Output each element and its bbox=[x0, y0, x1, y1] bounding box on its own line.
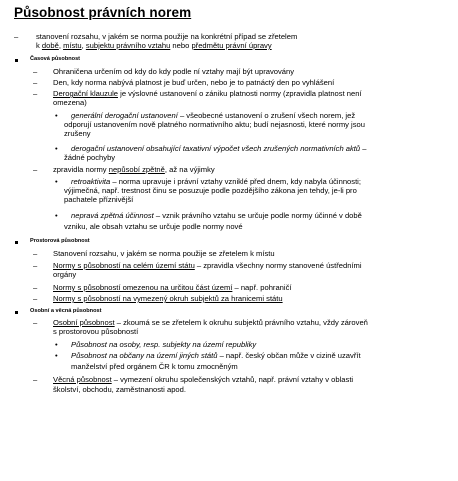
dot-bullet: • bbox=[55, 211, 58, 220]
section-heading: Prostorová působnost bbox=[30, 238, 90, 244]
dash-bullet: – bbox=[33, 375, 38, 384]
text: – zpravidla všechny normy stanovené ústředními bbox=[194, 261, 362, 270]
list-item bbox=[53, 375, 353, 384]
list-item: Den, kdy norma nabývá platnost je buď určen, nebo je to patnáctý den po vyhlášení bbox=[53, 78, 335, 87]
list-item bbox=[53, 261, 362, 270]
text: , bbox=[58, 41, 64, 50]
sub-item bbox=[71, 351, 361, 360]
list-item bbox=[53, 283, 292, 292]
dot-bullet: • bbox=[55, 144, 58, 153]
sub-item-cont: výjimečná, např. trestnost činu se posuzuje podle pozdějšího zákona jen tehdy, je-li pro bbox=[64, 186, 357, 195]
term: Derogační klauzule bbox=[53, 89, 119, 98]
dot-bullet: • bbox=[55, 351, 58, 360]
text: – norma upravuje i právní vztahy vzniklé před dnem, kdy nabyla účinnosti; bbox=[110, 177, 361, 186]
intro-line: stanovení rozsahu, v jakém se norma použije na konkrétní případ se zřetelem bbox=[36, 32, 298, 41]
text: , bbox=[81, 41, 86, 50]
list-item-cont: omezena) bbox=[53, 98, 87, 107]
term: Normy s působností na celém území státu bbox=[53, 261, 195, 270]
text: – zkoumá se se zřetelem k okruhu subjektů právního vztahu, vždy zároveň bbox=[114, 318, 368, 327]
sub-item-cont: zrušeny bbox=[64, 129, 91, 138]
dash-bullet: – bbox=[14, 32, 19, 41]
text: – všeobecné ustanovení o zrušení všech norem, jež bbox=[177, 111, 356, 120]
section-heading: Časová působnost bbox=[30, 56, 81, 62]
text: – např. pohraničí bbox=[232, 283, 292, 292]
list-item: Normy s působností na vymezený okruh subjektů za hranicemi státu bbox=[53, 294, 283, 303]
text: zpravidla normy bbox=[53, 165, 109, 174]
dash-bullet: – bbox=[33, 78, 38, 87]
term: derogační ustanovení obsahující taxativní výpočet všech zrušených normativních aktů bbox=[71, 144, 361, 153]
list-item-cont: s prostorovou působností bbox=[53, 327, 139, 336]
list-item bbox=[53, 165, 215, 174]
square-bullet bbox=[15, 241, 18, 244]
term-doba: době bbox=[41, 41, 59, 50]
list-item: Stanovení rozsahu, v jakém se norma použije se zřetelem k místu bbox=[53, 249, 275, 258]
sub-item-cont: vzniku, ale obsah vztahu se určuje podle normy nové bbox=[64, 222, 243, 231]
section-heading: Osobní a věcná působnost bbox=[30, 308, 102, 314]
term-predmet: předmětu právní úpravy bbox=[191, 41, 272, 50]
dash-bullet: – bbox=[33, 67, 38, 76]
text: je výslovné ustanovení o zániku platnosti normy (zpravidla platnost není bbox=[118, 89, 362, 98]
term-subjekt: subjektu právního vztahu bbox=[85, 41, 171, 50]
text: – vznik právního vztahu se určuje podle normy účinné v době bbox=[153, 211, 362, 220]
term: generální derogační ustanovení bbox=[71, 111, 178, 120]
dash-bullet: – bbox=[33, 261, 38, 270]
sub-item bbox=[71, 177, 361, 186]
text: , až na výjimky bbox=[164, 165, 215, 174]
square-bullet bbox=[15, 59, 18, 62]
dash-bullet: – bbox=[33, 249, 38, 258]
text: – bbox=[360, 144, 367, 153]
text: – vymezení okruhu společenských vztahů, např. právní vztahy v oblasti bbox=[111, 375, 354, 384]
dash-bullet: – bbox=[33, 165, 38, 174]
term-misto: místu bbox=[63, 41, 82, 50]
term: nepravá zpětná účinnost bbox=[71, 211, 154, 220]
list-item bbox=[53, 89, 362, 98]
dot-bullet: • bbox=[55, 340, 58, 349]
term: retroaktivita bbox=[71, 177, 111, 186]
dash-bullet: – bbox=[33, 318, 38, 327]
sub-item bbox=[71, 111, 355, 120]
sub-item bbox=[71, 144, 367, 153]
text: k bbox=[36, 41, 42, 50]
list-item bbox=[53, 318, 368, 327]
term: Normy s působností omezenou na určitou část území bbox=[53, 283, 233, 292]
sub-item-cont: pachatele příznivější bbox=[64, 195, 134, 204]
dot-bullet: • bbox=[55, 177, 58, 186]
sub-item bbox=[71, 211, 362, 220]
term: Věcná působnost bbox=[53, 375, 112, 384]
square-bullet bbox=[15, 311, 18, 314]
text: – např. český občan může v cizině uzavřít bbox=[217, 351, 361, 360]
term: nepůsobí zpětně bbox=[108, 165, 165, 174]
list-item-cont: orgány bbox=[53, 270, 77, 279]
term: Osobní působnost bbox=[53, 318, 115, 327]
term: Působnost na občany na území jiných států bbox=[71, 351, 218, 360]
sub-item-cont: manželství před orgánem ČR k tomu zmocněným bbox=[71, 362, 238, 371]
sub-item: Působnost na osoby, resp. subjekty na území republiky bbox=[71, 340, 257, 349]
dash-bullet: – bbox=[33, 89, 38, 98]
list-item: Ohraničena určením od kdy do kdy podle ní vztahy mají být upravovány bbox=[53, 67, 295, 76]
dash-bullet: – bbox=[33, 294, 38, 303]
dash-bullet: – bbox=[33, 283, 38, 292]
page-title: Působnost právních norem bbox=[14, 5, 192, 20]
sub-item-cont: odporují ustanovením nově platného normativního aktu; budí nejasnosti, které normy jsou bbox=[64, 120, 365, 129]
dot-bullet: • bbox=[55, 111, 58, 120]
list-item-cont: školství, obchodu, zaměstnanosti apod. bbox=[53, 385, 186, 394]
intro-line bbox=[36, 41, 272, 50]
sub-item-cont: žádné pochyby bbox=[64, 153, 116, 162]
text: nebo bbox=[170, 41, 192, 50]
